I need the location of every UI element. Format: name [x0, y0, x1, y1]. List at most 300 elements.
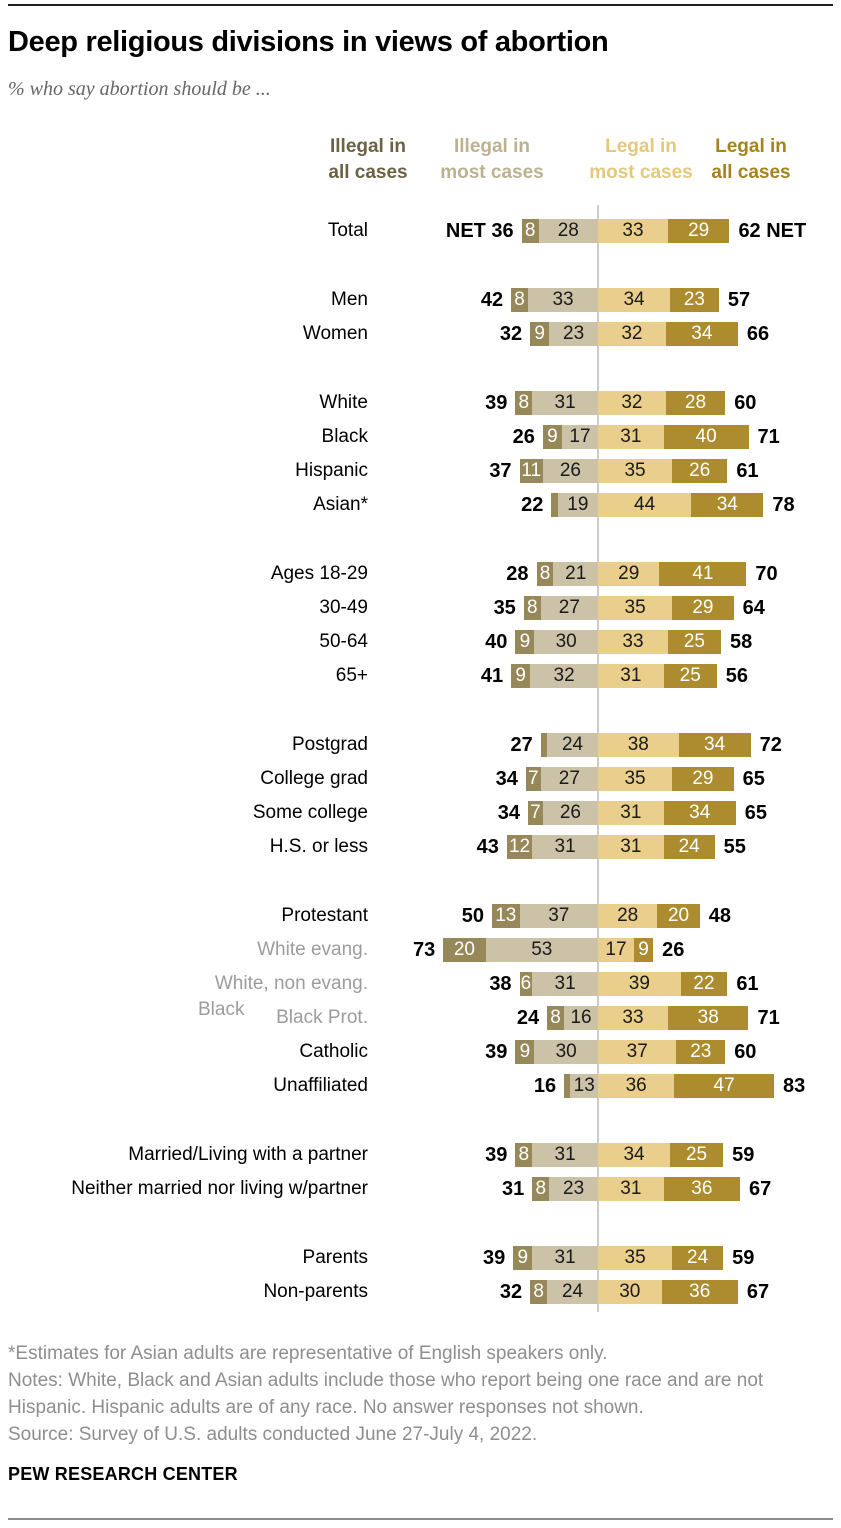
bar-segment-legal-most	[598, 596, 672, 620]
bar-segment-legal-most	[598, 801, 664, 825]
bar-segment-illegal-most	[547, 733, 598, 757]
segment-value: 17	[605, 939, 627, 960]
stacked-bar	[543, 425, 749, 449]
bar-segment-legal-most	[598, 1246, 672, 1270]
net-legal-value: 71	[757, 426, 780, 448]
chart-row	[0, 933, 840, 967]
segment-value: 8	[524, 220, 536, 241]
stacked-bar	[515, 630, 721, 654]
bar-segment-legal-all	[662, 1280, 738, 1304]
segment-value: 36	[691, 1178, 713, 1199]
bar-segment-legal-most	[598, 1143, 670, 1167]
segment-value: 39	[628, 973, 650, 994]
row-label: Men	[331, 289, 368, 310]
segment-value: 30	[555, 631, 577, 652]
row-label: H.S. or less	[269, 836, 368, 857]
bar-segment-illegal-all	[532, 1177, 549, 1201]
chart-row	[0, 1001, 840, 1035]
segment-value: 11	[521, 460, 542, 481]
segment-value: 29	[688, 220, 710, 241]
bar-segment-illegal-most	[562, 425, 598, 449]
segment-value: 33	[622, 631, 644, 652]
bar-segment-legal-most	[598, 288, 670, 312]
row-label: Ages 18-29	[270, 563, 368, 584]
bar-segment-legal-most	[598, 1177, 664, 1201]
bar-segment-legal-most	[598, 391, 666, 415]
bar-segment-legal-most	[598, 972, 681, 996]
segment-value: 31	[620, 426, 642, 447]
segment-value: 23	[563, 323, 585, 344]
legend-illegal-most: Illegal in most cases	[440, 136, 544, 183]
segment-value: 37	[548, 905, 570, 926]
bar-segment-legal-all	[666, 322, 738, 346]
bar-segment-illegal-all	[520, 972, 533, 996]
row-label: Unaffiliated	[273, 1075, 368, 1096]
segment-value: 31	[554, 836, 576, 857]
net-illegal-value: 32	[499, 323, 523, 345]
segment-value: 31	[620, 665, 642, 686]
bar-segment-legal-all	[676, 1040, 725, 1064]
footnotes	[8, 1340, 834, 1448]
net-legal-value: 78	[772, 494, 795, 516]
segment-value: 35	[624, 1247, 646, 1268]
row-label: White, non evang.	[214, 973, 368, 994]
segment-value: 30	[619, 1281, 641, 1302]
segment-value: 9	[547, 426, 558, 447]
stacked-bar	[537, 562, 747, 586]
chart-row	[0, 1241, 840, 1275]
bar-segment-illegal-all	[524, 596, 541, 620]
stacked-bar	[520, 972, 728, 996]
row-label: Some college	[252, 802, 368, 823]
net-legal-value: 58	[729, 631, 753, 653]
asterisk-note: *Estimates for Asian adults are representative of English speakers only.	[8, 1343, 608, 1364]
bar-segment-illegal-most	[532, 972, 598, 996]
segment-value: 34	[716, 494, 738, 515]
stacked-bar	[551, 493, 763, 517]
segment-value: 24	[687, 1247, 709, 1268]
segment-value: 35	[624, 460, 646, 481]
stacked-bar	[530, 1280, 738, 1304]
segment-value: 31	[554, 1247, 576, 1268]
segment-value: 23	[683, 289, 705, 310]
row-label: Hispanic	[295, 460, 368, 481]
net-illegal-value: 39	[485, 1144, 508, 1166]
row-label: Protestant	[281, 905, 368, 926]
net-legal-value: 59	[732, 1144, 755, 1166]
legend-illegal-all: Illegal in all cases	[328, 136, 408, 183]
bar-segment-legal-all	[672, 767, 733, 791]
segment-value: 31	[554, 1144, 576, 1165]
chart-row	[0, 762, 840, 796]
net-illegal-value: 41	[480, 665, 504, 687]
bar-segment-illegal-most	[564, 1006, 598, 1030]
net-legal-value: 71	[757, 1007, 780, 1029]
chart-row	[0, 1275, 840, 1309]
bar-segment-legal-all	[664, 1177, 740, 1201]
row-label: 50-64	[319, 631, 368, 652]
stacked-bar	[530, 322, 738, 346]
segment-value: 40	[695, 426, 717, 447]
chart-row	[0, 214, 840, 248]
stacked-bar	[515, 1143, 723, 1167]
chart-row	[0, 625, 840, 659]
stacked-bar	[524, 596, 734, 620]
row-label: Married/Living with a partner	[128, 1144, 368, 1165]
net-legal-value: 83	[782, 1075, 806, 1097]
bar-segment-legal-all	[674, 1074, 774, 1098]
bar-segment-legal-all	[659, 562, 746, 586]
net-legal-value: 61	[736, 973, 759, 995]
bar-segment-legal-all	[691, 493, 763, 517]
chart-row	[0, 591, 840, 625]
net-legal-value: 62 NET	[738, 220, 807, 242]
row-label: White evang.	[257, 939, 368, 960]
bar-segment-illegal-most	[543, 801, 598, 825]
segment-value: 8	[518, 392, 530, 413]
net-legal-value: 65	[744, 802, 768, 824]
stacked-bar	[541, 733, 751, 757]
bar-segment-legal-most	[598, 322, 666, 346]
source-note: Source: Survey of U.S. adults conducted June 27-July 4, 2022.	[8, 1424, 538, 1445]
stacked-bar	[528, 801, 736, 825]
bar-segment-legal-most	[598, 459, 672, 483]
stacked-bar	[513, 1246, 723, 1270]
bar-segment-legal-all	[679, 733, 751, 757]
segment-value: 8	[518, 1144, 530, 1165]
segment-value: 38	[697, 1007, 719, 1028]
segment-value: 27	[558, 597, 580, 618]
net-legal-value: 60	[734, 392, 757, 414]
net-legal-value: 70	[755, 563, 778, 585]
segment-value: 41	[692, 563, 714, 584]
bar-segment-legal-all	[668, 219, 729, 243]
bar-segment-illegal-most	[549, 1177, 598, 1201]
legend-legal-all: Legal in all cases	[711, 136, 791, 183]
row-label: Asian*	[313, 494, 368, 515]
net-illegal-value: NET 36	[445, 220, 514, 242]
segment-value: 33	[552, 289, 574, 310]
net-illegal-value: 37	[489, 460, 512, 482]
net-illegal-value: 40	[485, 631, 508, 653]
bar-segment-illegal-all	[511, 664, 530, 688]
segment-value: 8	[526, 597, 538, 618]
segment-value: 19	[567, 494, 589, 515]
segment-value: 37	[626, 1041, 648, 1062]
bar-segment-legal-most	[598, 1006, 668, 1030]
methodology-note: Notes: White, Black and Asian adults include those who report being one race and are not Hispanic. Hispanic adults are of any race. No answer responses not shown.	[8, 1370, 764, 1418]
bar-segment-legal-most	[598, 904, 657, 928]
segment-value: 34	[689, 802, 711, 823]
segment-value: 26	[689, 460, 711, 481]
row-label: College grad	[260, 768, 368, 789]
bar-segment-illegal-most	[558, 493, 598, 517]
chart-row	[0, 557, 840, 591]
segment-value: 9	[517, 1247, 529, 1268]
page-title: Deep religious divisions in views of abortion	[8, 26, 609, 58]
stacked-bar	[511, 288, 719, 312]
net-illegal-value: 32	[499, 1281, 523, 1303]
bar-segment-illegal-all	[537, 562, 554, 586]
bar-segment-legal-most	[598, 1074, 674, 1098]
segment-value: 24	[678, 836, 700, 857]
bar-segment-legal-all	[672, 1246, 723, 1270]
row-label: Black	[321, 426, 368, 447]
net-illegal-value: 35	[493, 597, 516, 619]
chart-row	[0, 967, 840, 1001]
bar-segment-illegal-most	[541, 767, 598, 791]
segment-value: 12	[508, 836, 531, 857]
net-legal-value: 56	[725, 665, 748, 687]
segment-value: 34	[623, 1144, 645, 1165]
segment-value: 8	[514, 289, 525, 310]
bar-segment-legal-all	[668, 1006, 749, 1030]
segment-value: 9	[534, 323, 545, 344]
segment-value: 29	[692, 597, 714, 618]
net-illegal-value: 43	[476, 836, 499, 858]
bar-segment-legal-most	[598, 562, 659, 586]
row-label: Neither married nor living w/partner	[71, 1178, 368, 1199]
segment-value: 22	[693, 973, 715, 994]
bar-segment-illegal-most	[570, 1074, 598, 1098]
top-divider	[8, 4, 833, 6]
chart-row	[0, 796, 840, 830]
segment-value: 29	[618, 563, 640, 584]
net-legal-value: 67	[746, 1281, 770, 1303]
segment-value: 26	[559, 802, 581, 823]
row-label: Non-parents	[263, 1281, 368, 1302]
net-illegal-value: 50	[461, 905, 484, 927]
bar-segment-illegal-all	[515, 391, 532, 415]
bar-segment-illegal-all	[526, 767, 541, 791]
net-illegal-value: 42	[480, 289, 504, 311]
segment-value: 35	[624, 768, 646, 789]
bar-segment-legal-most	[598, 493, 691, 517]
bar-segment-illegal-all	[522, 219, 539, 243]
bar-segment-illegal-most	[534, 1040, 598, 1064]
segment-value: 24	[561, 1281, 584, 1302]
bar-segment-legal-all	[672, 459, 727, 483]
segment-value: 13	[495, 905, 517, 926]
net-legal-value: 65	[742, 768, 765, 790]
bar-segment-illegal-all	[520, 459, 543, 483]
bar-segment-illegal-most	[549, 322, 598, 346]
chart-row	[0, 728, 840, 762]
bar-segment-legal-most	[598, 938, 634, 962]
net-legal-value: 66	[746, 323, 770, 345]
net-illegal-value: 39	[485, 392, 508, 414]
bar-segment-illegal-most	[539, 219, 598, 243]
bar-segment-illegal-most	[520, 904, 598, 928]
bar-segment-illegal-most	[530, 664, 598, 688]
bar-segment-illegal-most	[541, 596, 598, 620]
net-illegal-value: 73	[413, 939, 436, 961]
net-legal-value: 72	[759, 734, 782, 756]
bar-segment-illegal-most	[532, 1143, 598, 1167]
bar-segment-illegal-most	[532, 835, 598, 859]
segment-value: 53	[531, 939, 553, 960]
segment-value: 34	[691, 323, 713, 344]
segment-value: 20	[453, 939, 475, 960]
bar-segment-illegal-all	[511, 288, 528, 312]
net-legal-value: 60	[734, 1041, 757, 1063]
bar-segment-illegal-most	[547, 1280, 598, 1304]
bar-segment-illegal-most	[486, 938, 598, 962]
row-label: Parents	[302, 1247, 368, 1268]
segment-value: 35	[624, 597, 646, 618]
chart-row	[0, 899, 840, 933]
bar-segment-legal-most	[598, 664, 664, 688]
segment-value: 9	[638, 939, 649, 960]
bar-segment-legal-most	[598, 425, 664, 449]
bar-segment-legal-all	[664, 835, 715, 859]
net-illegal-value: 31	[502, 1178, 525, 1200]
legend-legal-most: Legal in most cases	[589, 136, 693, 183]
bar-segment-illegal-most	[528, 288, 598, 312]
segment-value: 20	[667, 905, 690, 926]
segment-value: 31	[554, 973, 576, 994]
stacked-bar	[564, 1074, 774, 1098]
chart-row	[0, 420, 840, 454]
row-label: Women	[302, 323, 368, 344]
net-illegal-value: 39	[482, 1247, 506, 1269]
stacked-bar	[492, 904, 700, 928]
row-label: White	[319, 392, 368, 413]
segment-value: 31	[554, 392, 576, 413]
bar-segment-illegal-all	[528, 801, 543, 825]
segment-value: 31	[620, 802, 642, 823]
net-legal-value: 64	[742, 597, 765, 619]
bar-segment-legal-all	[664, 425, 749, 449]
stacked-bar	[507, 835, 715, 859]
segment-value: 47	[713, 1075, 735, 1096]
bar-segment-legal-all	[672, 596, 733, 620]
bar-segment-legal-all	[668, 630, 721, 654]
segment-value: 33	[622, 1007, 644, 1028]
bar-segment-legal-most	[598, 767, 672, 791]
bar-segment-legal-most	[598, 1280, 662, 1304]
chart-row	[0, 659, 840, 693]
bar-segment-legal-most	[598, 1040, 676, 1064]
bar-segment-illegal-all	[492, 904, 520, 928]
stacked-bar	[443, 938, 653, 962]
bar-segment-legal-most	[598, 630, 668, 654]
segment-value: 7	[528, 768, 539, 789]
segment-value: 21	[565, 563, 587, 584]
segment-value: 28	[617, 905, 639, 926]
net-illegal-value: 34	[495, 768, 518, 790]
brand-logo-text: PEW RESEARCH CENTER	[8, 1464, 238, 1484]
segment-value: 8	[535, 1178, 547, 1199]
segment-value: 36	[625, 1075, 647, 1096]
segment-value: 13	[573, 1075, 595, 1096]
bar-segment-illegal-most	[543, 459, 598, 483]
stacked-bar	[515, 391, 725, 415]
segment-value: 9	[515, 665, 526, 686]
segment-value: 34	[704, 734, 726, 755]
bar-segment-illegal-all	[443, 938, 485, 962]
net-legal-value: 48	[708, 905, 731, 927]
row-label: 30-49	[319, 597, 368, 618]
stacked-bar	[515, 1040, 725, 1064]
segment-value: 9	[519, 1041, 531, 1062]
segment-value: 38	[627, 734, 649, 755]
row-label: Postgrad	[291, 734, 368, 755]
bar-segment-illegal-all	[530, 322, 549, 346]
clipped-label-artifact: Black	[198, 999, 245, 1020]
stacked-bar	[522, 219, 730, 243]
stacked-bar	[520, 459, 728, 483]
segment-value: 29	[692, 768, 714, 789]
segment-value: 16	[570, 1007, 592, 1028]
bar-segment-illegal-all	[507, 835, 532, 859]
segment-value: 34	[623, 289, 645, 310]
segment-value: 8	[550, 1007, 561, 1028]
segment-value: 32	[621, 392, 643, 413]
segment-value: 31	[620, 836, 642, 857]
segment-value: 32	[553, 665, 575, 686]
segment-value: 6	[520, 973, 532, 994]
segment-value: 33	[622, 220, 644, 241]
segment-value: 7	[530, 802, 541, 823]
segment-value: 28	[684, 392, 707, 413]
segment-value: 23	[690, 1041, 712, 1062]
bar-segment-illegal-most	[532, 1246, 598, 1270]
stacked-bar	[532, 1177, 740, 1201]
bar-segment-illegal-most	[534, 630, 598, 654]
segment-value: 44	[634, 494, 656, 515]
row-label: Catholic	[299, 1041, 368, 1062]
chart-row	[0, 488, 840, 522]
net-illegal-value: 24	[516, 1007, 540, 1029]
net-illegal-value: 28	[506, 563, 529, 585]
bar-segment-illegal-all	[513, 1246, 532, 1270]
chart-row	[0, 1138, 840, 1172]
bar-segment-legal-most	[598, 219, 668, 243]
chart-row	[0, 1172, 840, 1206]
stacked-bar	[526, 767, 734, 791]
net-legal-value: 26	[662, 939, 685, 961]
segment-value: 30	[555, 1041, 577, 1062]
net-legal-value: 59	[732, 1247, 755, 1269]
segment-value: 23	[563, 1178, 585, 1199]
bar-segment-illegal-most	[532, 391, 598, 415]
row-label: Black Prot.	[276, 1007, 368, 1028]
segment-value: 25	[679, 665, 701, 686]
segment-value: 32	[621, 323, 643, 344]
net-illegal-value: 26	[512, 426, 535, 448]
segment-value: 25	[683, 631, 705, 652]
chart-row	[0, 1035, 840, 1069]
net-illegal-value: 27	[510, 734, 533, 756]
segment-value: 31	[620, 1178, 642, 1199]
net-legal-value: 61	[736, 460, 759, 482]
bar-segment-illegal-all	[543, 425, 562, 449]
segment-value: 17	[569, 426, 591, 447]
chart-row	[0, 283, 840, 317]
stacked-bar	[547, 1006, 748, 1030]
bar-segment-legal-most	[598, 733, 679, 757]
bar-segment-legal-all	[681, 972, 728, 996]
stacked-bar	[511, 664, 717, 688]
chart-subtitle: % who say abortion should be ...	[8, 78, 271, 100]
segment-value: 36	[689, 1281, 711, 1302]
bar-segment-illegal-all	[515, 1040, 534, 1064]
net-legal-value: 55	[723, 836, 746, 858]
chart-row	[0, 386, 840, 420]
segment-value: 24	[561, 734, 584, 755]
chart-row	[0, 454, 840, 488]
